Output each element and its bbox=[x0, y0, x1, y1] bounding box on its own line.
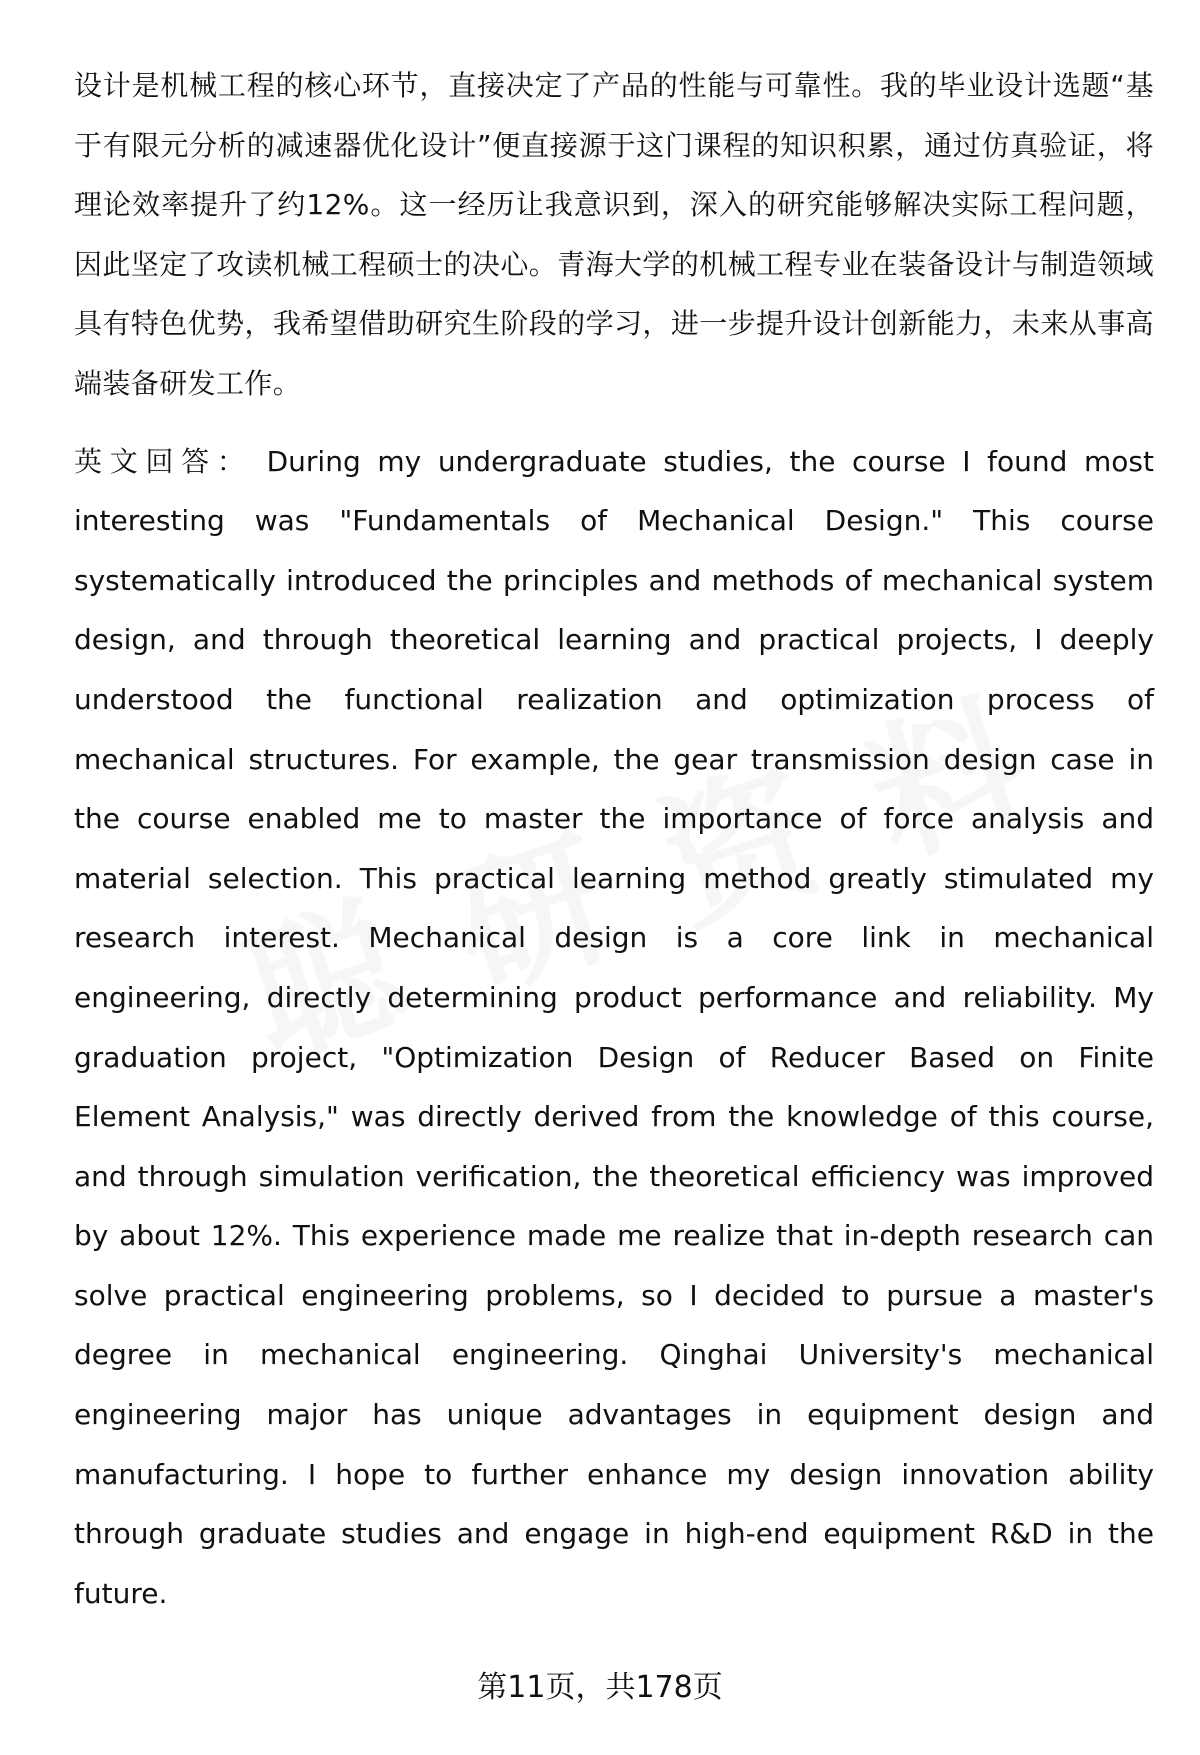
document-page bbox=[74, 56, 1154, 1623]
page-number-footer: 第11页，共178页 bbox=[477, 1670, 723, 1705]
english-answer-paragraph bbox=[74, 432, 1154, 1624]
chinese-answer-paragraph: 设计是机械工程的核心环节，直接决定了产品的性能与可靠性。我的毕业设计选题“基于有限元分析的减速器优化设计”便直接源于这门课程的知识积累，通过仿真验证，将理论效率提升了约12%。这一经历让我意识到，深入的研究能够解决实际工程问题，因此坚定了攻读机械工程硕士的决心。青海大学的机械工程专业在装备设计与制造领域具有特色优势，我希望借助研究生阶段的学习，进一步提升设计创新能力，未来从事高端装备研发工作。 bbox=[74, 69, 1154, 400]
english-answer-text: During my undergraduate studies, the course I found most interesting was "Fundamentals of Mechanical Design." This course systematically introduced the principles and methods of mechanical system design, and through theoretical learning and practical projects, I deeply understood the functional realization and optimization process of mechanical structures. For example, the gear transmission design case in the course enabled me to master the importance of force analysis and material selection. This practical learning method greatly stimulated my research interest. Mechanical design is a core link in mechanical engineering, directly determining product performance and reliability. My graduation project, "Optimization Design of Reducer Based on Finite Element Analysis," was directly derived from the knowledge of this course, and through simulation verification, the theoretical efficiency was improved by about 12%. This experience made me realize that in-depth research can solve practical engineering problems, so I decided to pursue a master's degree in mechanical engineering. Qinghai University's mechanical engineering major has unique advantages in equipment design and manufacturing. I hope to further enhance my design innovation ability through graduate studies and engage in high-end equipment R&D in the future. bbox=[74, 444, 1154, 1610]
english-answer-label: 英文回答： bbox=[74, 444, 253, 478]
